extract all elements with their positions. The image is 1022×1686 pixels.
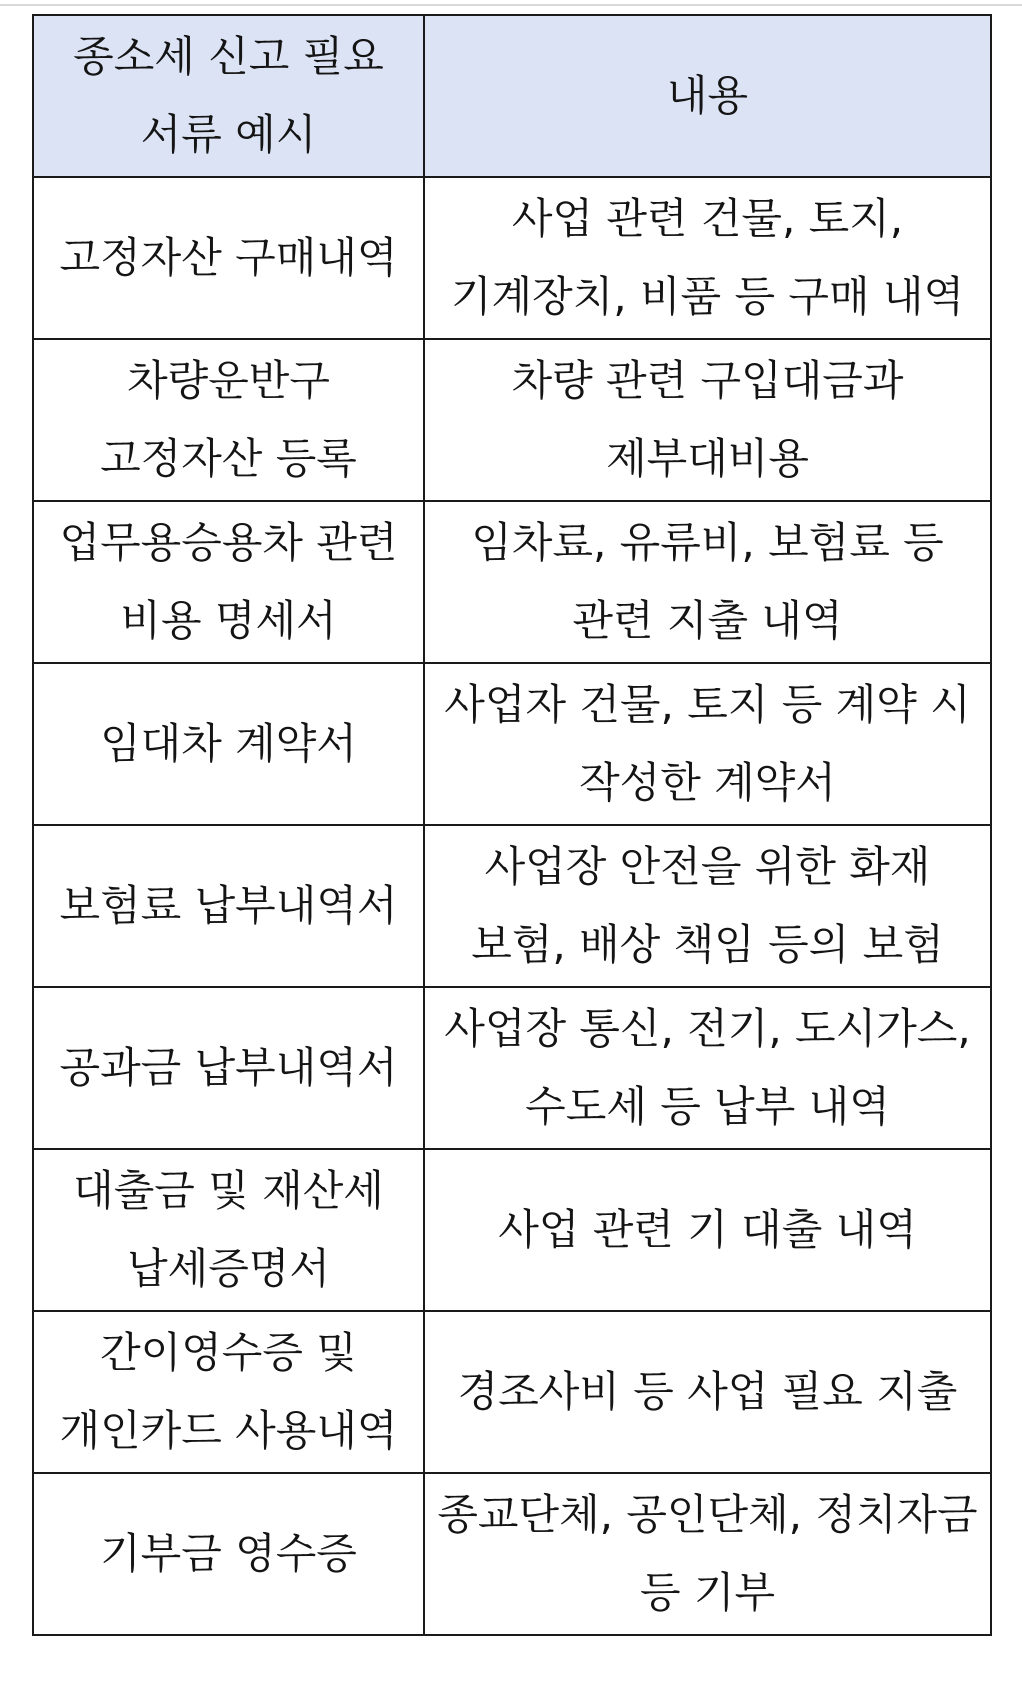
table-row	[33, 825, 991, 987]
content-cell: 종교단체, 공인단체, 정치자금 등 기부	[424, 1473, 991, 1635]
document-cell: 고정자산 구매내역	[33, 177, 424, 339]
document-cell: 업무용승용차 관련 비용 명세서	[33, 501, 424, 663]
table-row	[33, 1473, 991, 1635]
table-row	[33, 177, 991, 339]
content-cell: 사업 관련 건물, 토지, 기계장치, 비품 등 구매 내역	[424, 177, 991, 339]
content-cell: 사업장 통신, 전기, 도시가스, 수도세 등 납부 내역	[424, 987, 991, 1149]
table-row	[33, 339, 991, 501]
top-divider	[0, 4, 1022, 6]
document-cell: 간이영수증 및 개인카드 사용내역	[33, 1311, 424, 1473]
table-row	[33, 1149, 991, 1311]
document-cell: 공과금 납부내역서	[33, 987, 424, 1149]
document-cell: 차량운반구 고정자산 등록	[33, 339, 424, 501]
tax-documents-table	[32, 14, 992, 1636]
content-cell: 차량 관련 구입대금과 제부대비용	[424, 339, 991, 501]
content-cell: 사업장 안전을 위한 화재 보험, 배상 책임 등의 보험	[424, 825, 991, 987]
content-cell: 경조사비 등 사업 필요 지출	[424, 1311, 991, 1473]
table-row	[33, 987, 991, 1149]
header-document: 종소세 신고 필요 서류 예시	[33, 15, 424, 177]
content-cell: 사업자 건물, 토지 등 계약 시 작성한 계약서	[424, 663, 991, 825]
document-cell: 기부금 영수증	[33, 1473, 424, 1635]
document-cell: 보험료 납부내역서	[33, 825, 424, 987]
table-row	[33, 663, 991, 825]
document-cell: 임대차 계약서	[33, 663, 424, 825]
header-content: 내용	[424, 15, 991, 177]
table-header-row	[33, 15, 991, 177]
table-row	[33, 501, 991, 663]
content-cell: 임차료, 유류비, 보험료 등 관련 지출 내역	[424, 501, 991, 663]
table-row	[33, 1311, 991, 1473]
content-cell: 사업 관련 기 대출 내역	[424, 1149, 991, 1311]
document-cell: 대출금 및 재산세 납세증명서	[33, 1149, 424, 1311]
